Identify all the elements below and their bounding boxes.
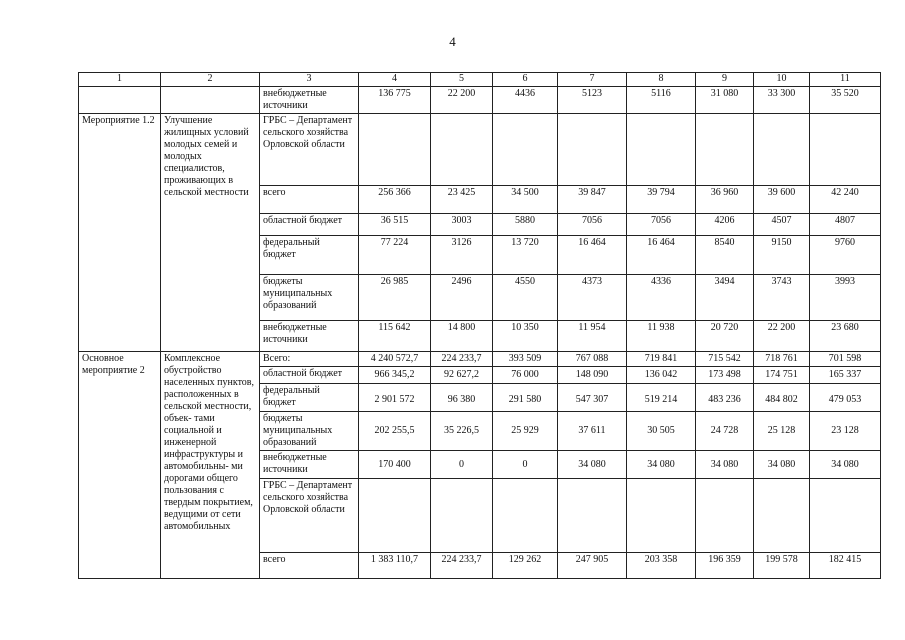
value-col-7: 148 090	[558, 367, 627, 384]
value-col-6: 10 350	[493, 321, 558, 352]
empty-cell	[754, 479, 810, 553]
value-col-11: 34 080	[810, 451, 881, 479]
value-col-4: 966 345,2	[359, 367, 431, 384]
value-col-9: 483 236	[696, 384, 754, 412]
value-col-7: 547 307	[558, 384, 627, 412]
value-col-4: 77 224	[359, 236, 431, 275]
value-col-11: 23 680	[810, 321, 881, 352]
header-col-2: 2	[161, 73, 260, 87]
header-col-7: 7	[558, 73, 627, 87]
value-col-8: 39 794	[627, 186, 696, 214]
value-col-10: 25 128	[754, 412, 810, 451]
value-col-6: 291 580	[493, 384, 558, 412]
value-col-5: 96 380	[431, 384, 493, 412]
empty-cell	[431, 114, 493, 186]
value-col-4: 4 240 572,7	[359, 352, 431, 367]
value-col-9: 8540	[696, 236, 754, 275]
value-col-4: 170 400	[359, 451, 431, 479]
value-col-6: 76 000	[493, 367, 558, 384]
value-col-7: 4373	[558, 275, 627, 321]
event-code-cell: Мероприятие 1.2	[79, 114, 161, 352]
value-col-7: 767 088	[558, 352, 627, 367]
value-col-6: 34 500	[493, 186, 558, 214]
value-col-8: 519 214	[627, 384, 696, 412]
empty-cell	[754, 114, 810, 186]
empty-cell	[493, 114, 558, 186]
value-col-11: 165 337	[810, 367, 881, 384]
value-col-10: 34 080	[754, 451, 810, 479]
value-col-8: 203 358	[627, 553, 696, 579]
value-col-8: 4336	[627, 275, 696, 321]
value-col-10: 718 761	[754, 352, 810, 367]
value-col-11: 42 240	[810, 186, 881, 214]
value-col-8: 11 938	[627, 321, 696, 352]
value-col-7: 11 954	[558, 321, 627, 352]
value-col-9: 20 720	[696, 321, 754, 352]
header-col-3: 3	[260, 73, 359, 87]
value-col-10: 199 578	[754, 553, 810, 579]
value-col-8: 30 505	[627, 412, 696, 451]
value-col-4: 36 515	[359, 214, 431, 236]
funding-source-cell: областной бюджет	[260, 214, 359, 236]
value-col-5: 2496	[431, 275, 493, 321]
value-col-4: 1 383 110,7	[359, 553, 431, 579]
header-col-1: 1	[79, 73, 161, 87]
value-col-6: 393 509	[493, 352, 558, 367]
value-col-7: 39 847	[558, 186, 627, 214]
value-col-9: 715 542	[696, 352, 754, 367]
funding-source-cell: федеральный бюджет	[260, 384, 359, 412]
value-col-7: 7056	[558, 214, 627, 236]
funding-source-cell: внебюджетные источники	[260, 321, 359, 352]
value-col-11: 479 053	[810, 384, 881, 412]
table-row	[79, 87, 881, 114]
header-row	[79, 73, 881, 87]
value-col-4: 115 642	[359, 321, 431, 352]
empty-cell	[696, 114, 754, 186]
empty-cell	[431, 479, 493, 553]
value-col-6: 129 262	[493, 553, 558, 579]
grbs-cell: ГРБС – Департамент сельского хозяйства Орловской области	[260, 114, 359, 186]
value-col-5: 92 627,2	[431, 367, 493, 384]
value-col-4: 136 775	[359, 87, 431, 114]
value-col-8: 16 464	[627, 236, 696, 275]
header-col-5: 5	[431, 73, 493, 87]
value-col-4: 2 901 572	[359, 384, 431, 412]
event-title-cell: Улучшение жилищных условий молодых семей и молодых специалистов, проживающих в сельской местности	[161, 114, 260, 352]
value-col-5: 3003	[431, 214, 493, 236]
value-col-10: 9150	[754, 236, 810, 275]
value-col-5: 3126	[431, 236, 493, 275]
value-col-6: 5880	[493, 214, 558, 236]
value-col-11: 23 128	[810, 412, 881, 451]
empty-cell	[627, 114, 696, 186]
value-col-5: 224 233,7	[431, 352, 493, 367]
value-col-11: 182 415	[810, 553, 881, 579]
funding-source-cell: внебюджетные источники	[260, 451, 359, 479]
funding-source-cell: федеральный бюджет	[260, 236, 359, 275]
value-col-6: 4436	[493, 87, 558, 114]
value-col-7: 5123	[558, 87, 627, 114]
value-col-4: 26 985	[359, 275, 431, 321]
empty-cell	[810, 114, 881, 186]
value-col-9: 36 960	[696, 186, 754, 214]
value-col-9: 4206	[696, 214, 754, 236]
value-col-7: 16 464	[558, 236, 627, 275]
event-title-cell: Комплексное обустройство населенных пунктов, расположенных в сельской местности, объек- тами социальной и инженерной инфраструктуры и автомобильны- ми дорогами общего пользования с твердым покрытием, ведущими от сети автомобильных	[161, 352, 260, 579]
value-col-6: 0	[493, 451, 558, 479]
value-col-9: 31 080	[696, 87, 754, 114]
value-col-6: 4550	[493, 275, 558, 321]
funding-source-cell: всего	[260, 553, 359, 579]
funding-source-cell: областной бюджет	[260, 367, 359, 384]
value-col-6: 25 929	[493, 412, 558, 451]
value-col-9: 34 080	[696, 451, 754, 479]
event-code-cell: Основное мероприятие 2	[79, 352, 161, 579]
value-col-5: 22 200	[431, 87, 493, 114]
value-col-11: 3993	[810, 275, 881, 321]
value-col-10: 33 300	[754, 87, 810, 114]
value-col-4: 256 366	[359, 186, 431, 214]
value-col-5: 35 226,5	[431, 412, 493, 451]
table-row	[79, 114, 881, 186]
funding-source-cell: бюджеты муниципальных образований	[260, 275, 359, 321]
value-col-11: 9760	[810, 236, 881, 275]
value-col-8: 34 080	[627, 451, 696, 479]
value-col-10: 174 751	[754, 367, 810, 384]
value-col-11: 35 520	[810, 87, 881, 114]
value-col-10: 4507	[754, 214, 810, 236]
event-code-cell	[79, 87, 161, 114]
table-row	[79, 352, 881, 367]
empty-cell	[696, 479, 754, 553]
value-col-5: 23 425	[431, 186, 493, 214]
table-body	[79, 73, 881, 579]
value-col-8: 5116	[627, 87, 696, 114]
value-col-8: 136 042	[627, 367, 696, 384]
value-col-7: 247 905	[558, 553, 627, 579]
value-col-7: 34 080	[558, 451, 627, 479]
empty-cell	[359, 114, 431, 186]
value-col-10: 39 600	[754, 186, 810, 214]
value-col-10: 3743	[754, 275, 810, 321]
value-col-11: 4807	[810, 214, 881, 236]
program-table	[78, 72, 881, 579]
empty-cell	[627, 479, 696, 553]
empty-cell	[558, 114, 627, 186]
funding-source-cell: всего	[260, 186, 359, 214]
event-title-cell	[161, 87, 260, 114]
page-number: 4	[449, 34, 456, 49]
value-col-5: 224 233,7	[431, 553, 493, 579]
value-col-8: 7056	[627, 214, 696, 236]
header-col-11: 11	[810, 73, 881, 87]
funding-source-cell: внебюджетные источники	[260, 87, 359, 114]
value-col-9: 196 359	[696, 553, 754, 579]
value-col-5: 14 800	[431, 321, 493, 352]
value-col-10: 484 802	[754, 384, 810, 412]
header-col-6: 6	[493, 73, 558, 87]
value-col-9: 24 728	[696, 412, 754, 451]
funding-source-cell: бюджеты муниципальных образований	[260, 412, 359, 451]
value-col-11: 701 598	[810, 352, 881, 367]
header-col-10: 10	[754, 73, 810, 87]
empty-cell	[810, 479, 881, 553]
value-col-9: 173 498	[696, 367, 754, 384]
empty-cell	[493, 479, 558, 553]
value-col-7: 37 611	[558, 412, 627, 451]
value-col-6: 13 720	[493, 236, 558, 275]
header-col-4: 4	[359, 73, 431, 87]
value-col-10: 22 200	[754, 321, 810, 352]
header-col-8: 8	[627, 73, 696, 87]
value-col-5: 0	[431, 451, 493, 479]
value-col-4: 202 255,5	[359, 412, 431, 451]
value-col-8: 719 841	[627, 352, 696, 367]
header-col-9: 9	[696, 73, 754, 87]
grbs-cell: ГРБС – Департамент сельского хозяйства Орловской области	[260, 479, 359, 553]
empty-cell	[558, 479, 627, 553]
value-col-9: 3494	[696, 275, 754, 321]
empty-cell	[359, 479, 431, 553]
funding-source-cell: Всего:	[260, 352, 359, 367]
